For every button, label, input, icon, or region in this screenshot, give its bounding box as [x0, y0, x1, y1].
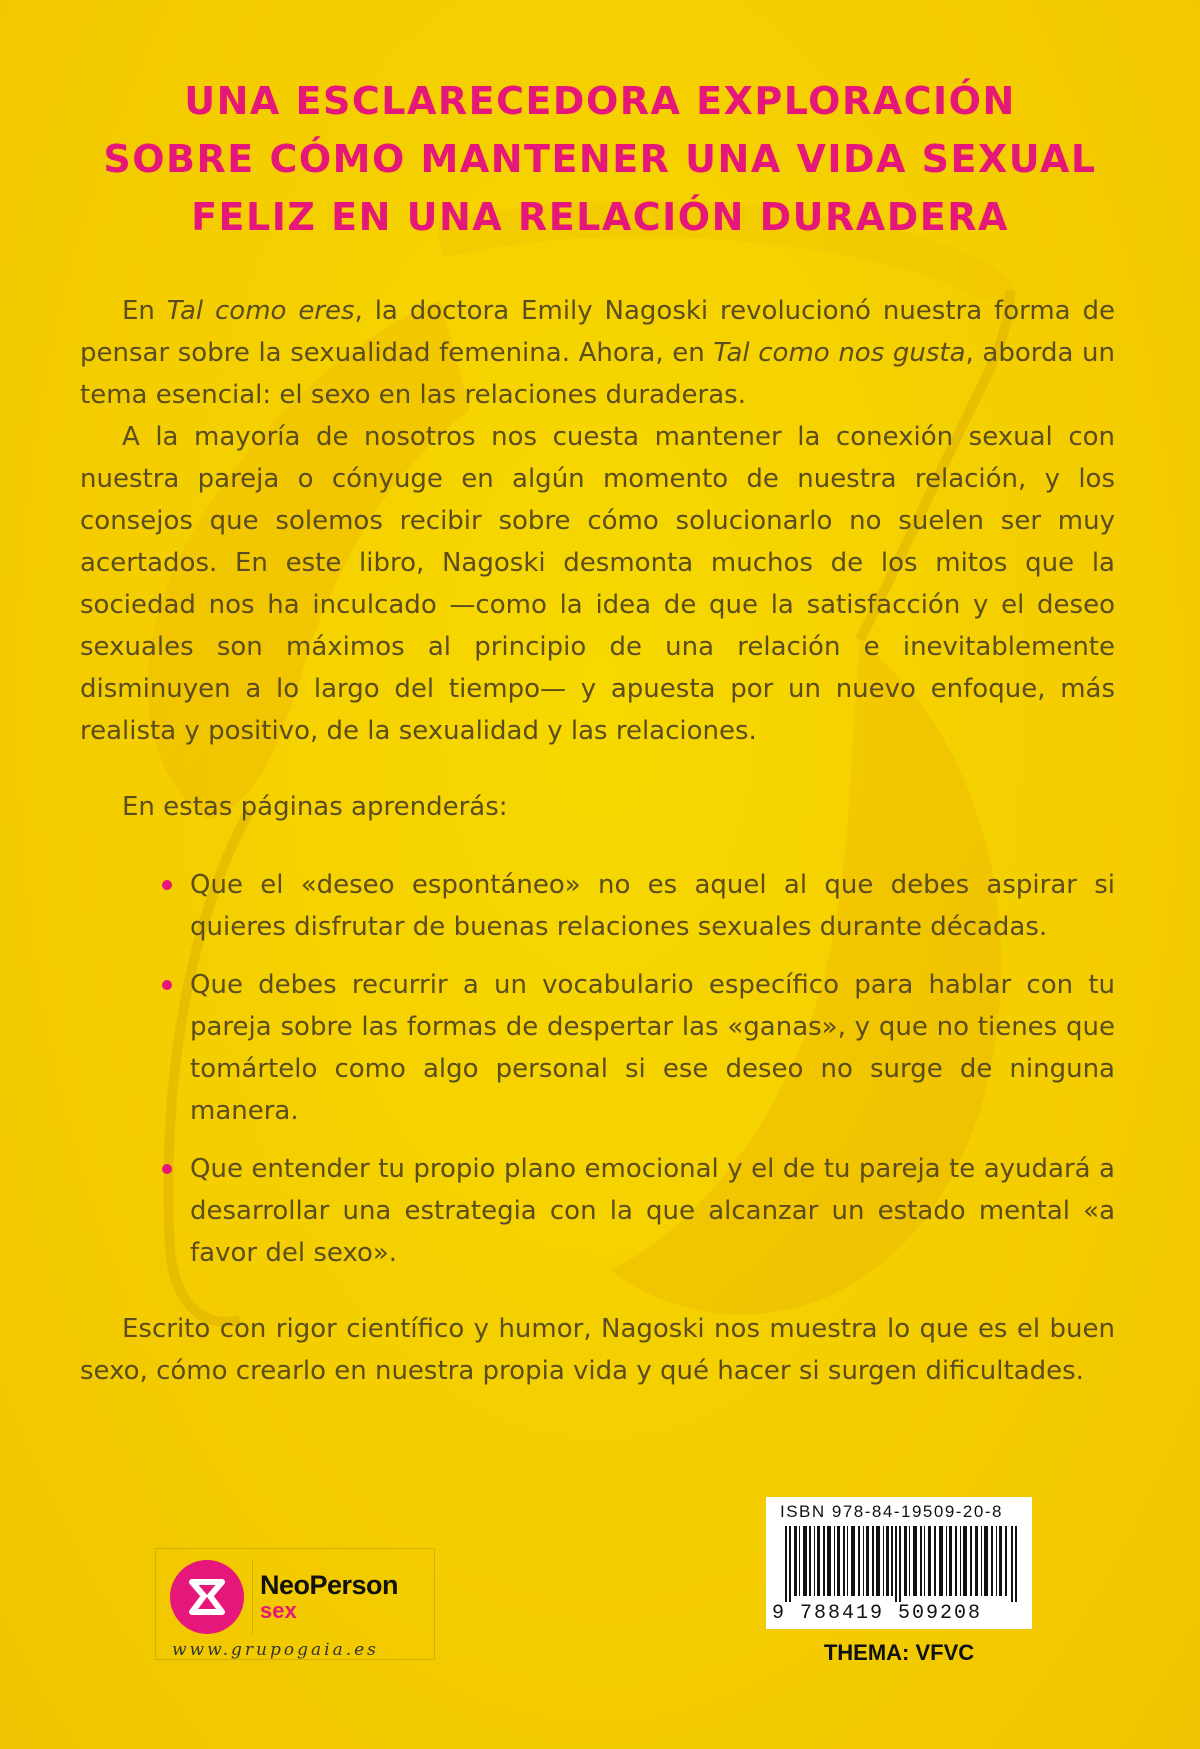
intro-text-c: , aborda un tema esencial: el sexo en las relaciones duraderas. — [80, 338, 1115, 410]
neoperson-logo-icon — [170, 1560, 244, 1634]
learn-heading: En estas páginas aprenderás: — [122, 792, 508, 822]
back-cover-text — [80, 290, 1115, 1392]
barcode-icon — [785, 1526, 1017, 1602]
book-title-tal-como-nos-gusta: Tal como nos gusta — [713, 338, 966, 368]
book-title-tal-como-eres: Tal como eres — [166, 296, 355, 326]
headline-line-3: FELIZ EN UNA RELACIÓN DURADERA — [191, 195, 1009, 239]
barcode-digits: 9 788419 509208 — [772, 1602, 983, 1625]
isbn-number: ISBN 978-84-19509-20-8 — [780, 1502, 1003, 1521]
thema-code: THEMA: VFVC — [823, 1640, 975, 1665]
intro-paragraph-2: A la mayoría de nosotros nos cuesta mantener la conexión sexual con nuestra pareja o cónyuge en algún momento de nuestra relación, y los consejos que solemos recibir sobre cómo solucionarlo no suelen ser muy acertados. En este libro, Nagoski desmonta muchos de los mitos que la sociedad nos ha inculcado —como la idea de que la satisfacción y el deseo sexuales son máximos al principio de una relación e inevitablemente disminuyen a lo largo del tiempo— y apuesta por un nuevo enfoque, más realista y positivo, de la sexualidad y las relaciones. — [80, 422, 1115, 746]
intro-text-b: , la doctora Emily Nagoski revolucionó nuestra forma de pensar sobre la sexualidad femenina. Ahora, en — [80, 296, 1115, 368]
intro-paragraph-1 — [80, 290, 1115, 416]
publisher-imprint: sex — [260, 1598, 297, 1623]
learn-list — [80, 864, 1115, 1274]
publisher-website: www.grupogaia.es — [172, 1640, 379, 1660]
list-item: Que entender tu propio plano emocional y el de tu pareja te ayudará a desarrollar una estrategia con la que alcanzar un estado mental «a favor del sexo». — [190, 1148, 1115, 1274]
headline — [0, 72, 1200, 246]
intro-text-a: En — [122, 296, 167, 326]
headline-line-1: UNA ESCLARECEDORA EXPLORACIÓN — [184, 79, 1016, 123]
publisher-name: NeoPerson — [260, 1570, 399, 1600]
logo-divider — [252, 1560, 253, 1634]
list-item: Que debes recurrir a un vocabulario específico para hablar con tu pareja sobre las formas de despertar las «ganas», y que no tienes que tomártelo como algo personal si ese deseo no surge de ninguna manera. — [190, 964, 1115, 1132]
closing-paragraph: Escrito con rigor científico y humor, Nagoski nos muestra lo que es el buen sexo, cómo crearlo en nuestra propia vida y qué hacer si surgen dificultades. — [80, 1314, 1115, 1386]
list-item: Que el «deseo espontáneo» no es aquel al que debes aspirar si quieres disfrutar de buenas relaciones sexuales durante décadas. — [190, 864, 1115, 948]
headline-line-2: SOBRE CÓMO MANTENER UNA VIDA SEXUAL — [103, 137, 1097, 181]
